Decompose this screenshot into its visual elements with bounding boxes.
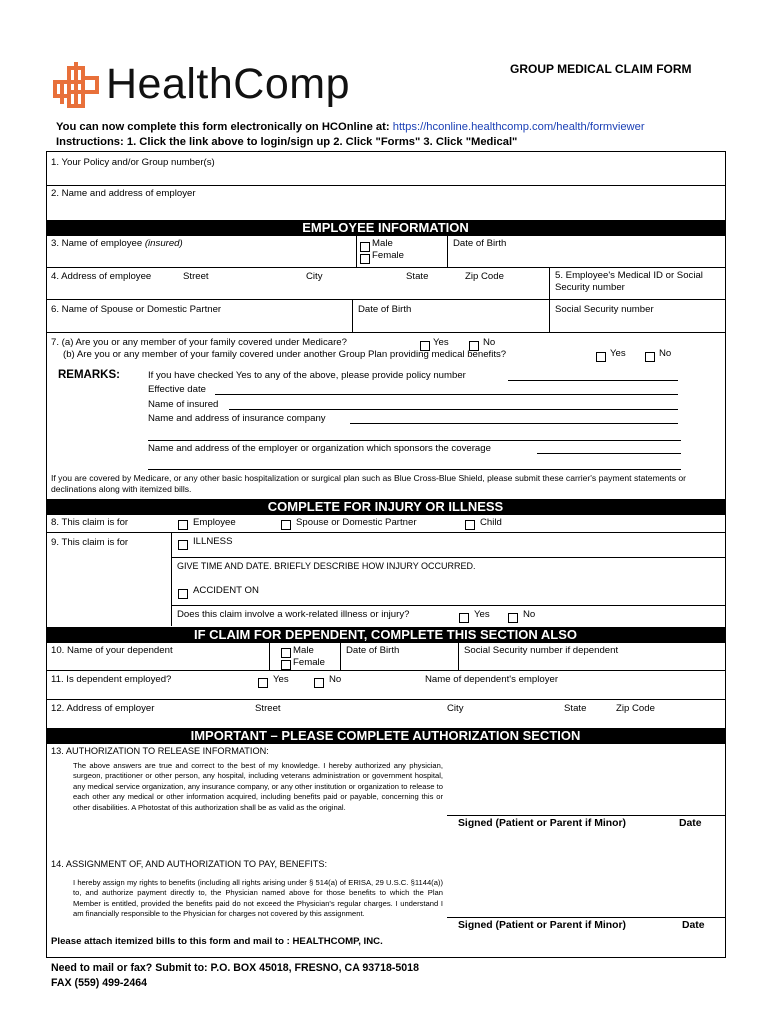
work-related-no-checkbox[interactable] xyxy=(508,613,518,623)
employer-city-label: City xyxy=(447,703,464,714)
divider xyxy=(269,643,270,670)
dependent-employed-yes-checkbox[interactable] xyxy=(258,678,268,688)
field-1-label: 1. Your Policy and/or Group number(s) xyxy=(51,157,215,168)
work-related-yes-label: Yes xyxy=(474,609,490,620)
field-14-label: 14. ASSIGNMENT OF, AND AUTHORIZATION TO PAY, BENEFITS: xyxy=(51,859,328,869)
authorization-paragraph: The above answers are true and correct to the best of my knowledge. I hereby authorized any physician, surgeon, practitioner or other person, any hospital, including veterans administration or government hospital, any medical service organization, any insurance company, or any other institution or organization to release to each other any medical or other information acquired, including benefits paid or payable, concerning this or other disabilities. A Photostat of this authorization shall be as valid as the original. xyxy=(73,761,443,812)
healthcomp-logo-icon xyxy=(52,60,100,108)
hconline-link[interactable]: https://hconline.healthcomp.com/health/formviewer xyxy=(392,121,645,133)
group-plan-no-checkbox[interactable] xyxy=(645,352,655,362)
remarks-company-label: Name and address of insurance company xyxy=(148,413,326,424)
insurance-company-line-2[interactable] xyxy=(148,440,681,441)
field-2-label: 2. Name and address of employer xyxy=(51,188,196,199)
claim-illness-label: ILLNESS xyxy=(193,536,233,547)
section-injury-header: COMPLETE FOR INJURY OR ILLNESS xyxy=(46,499,725,515)
claim-child-label: Child xyxy=(480,517,502,528)
coverage-note: If you are covered by Medicare, or any other basic hospitalization or surgical plan such as Blue Cross-Blue Shield, please submit these carrier's payment statements or declinations along with itemized bills. xyxy=(51,473,687,494)
employee-zip-label: Zip Code xyxy=(465,271,504,282)
divider xyxy=(46,185,726,186)
employer-street-label: Street xyxy=(255,703,281,714)
medicare-no-label: No xyxy=(483,337,496,348)
spouse-ssn-label: Social Security number xyxy=(555,304,654,315)
divider xyxy=(356,236,357,267)
field-4-label: 4. Address of employee xyxy=(51,271,152,282)
field-9-label: 9. This claim is for xyxy=(51,537,129,548)
divider xyxy=(352,299,353,332)
sponsor-line[interactable] xyxy=(537,453,681,454)
work-related-no-label: No xyxy=(523,609,536,620)
employee-state-label: State xyxy=(406,271,429,282)
injury-description-label: GIVE TIME AND DATE. BRIEFLY DESCRIBE HOW INJURY OCCURRED. xyxy=(177,561,476,571)
attach-instructions: Please attach itemized bills to this form and mail to : HEALTHCOMP, INC. xyxy=(51,936,383,947)
employee-male-label: Male xyxy=(372,238,393,249)
sponsor-line-2[interactable] xyxy=(148,469,681,470)
field-12-label: 12. Address of employer xyxy=(51,703,155,714)
claim-illness-checkbox[interactable] xyxy=(178,540,188,550)
claim-child-checkbox[interactable] xyxy=(465,520,475,530)
field-5-label: 5. Employee's Medical ID or Social Security number xyxy=(555,270,703,293)
remarks-label: REMARKS: xyxy=(58,369,120,381)
divider xyxy=(171,557,726,558)
dependent-male-label: Male xyxy=(293,645,314,656)
remarks-sponsor-label: Name and address of the employer or organization which sponsors the coverage xyxy=(148,443,491,454)
remarks-insured-label: Name of insured xyxy=(148,399,219,410)
intro-prefix: You can now complete this form electronically on HCOnline at: xyxy=(56,121,393,133)
healthcomp-logo xyxy=(52,60,402,110)
dependent-employed-no-label: No xyxy=(329,674,342,685)
claim-employee-label: Employee xyxy=(193,517,236,528)
group-plan-no-label: No xyxy=(659,348,672,359)
claim-accident-label: ACCIDENT ON xyxy=(193,585,259,596)
divider xyxy=(46,267,726,268)
employee-female-label: Female xyxy=(372,250,404,261)
field-6-label: 6. Name of Spouse or Domestic Partner xyxy=(51,304,222,315)
signature-line-14[interactable] xyxy=(447,917,726,918)
section-employee-header: EMPLOYEE INFORMATION xyxy=(46,220,725,236)
work-related-yes-checkbox[interactable] xyxy=(459,613,469,623)
employee-female-checkbox[interactable] xyxy=(360,254,370,264)
dependent-ssn-label: Social Security number if dependent xyxy=(464,645,619,656)
divider xyxy=(46,670,726,671)
employee-male-checkbox[interactable] xyxy=(360,242,370,252)
field-7a-label: 7. (a) Are you or any member of your family covered under Medicare? xyxy=(51,337,347,348)
date-label-13: Date xyxy=(679,818,702,829)
employee-street-label: Street xyxy=(183,271,209,282)
spouse-dob-label: Date of Birth xyxy=(358,304,412,315)
intro-line-2: Instructions: 1. Click the link above to login/sign up 2. Click "Forms" 3. Click "Medical" xyxy=(56,136,518,148)
divider xyxy=(340,643,341,670)
section-dependent-header: IF CLAIM FOR DEPENDENT, COMPLETE THIS SECTION ALSO xyxy=(46,627,725,643)
claim-employee-checkbox[interactable] xyxy=(178,520,188,530)
claim-spouse-checkbox[interactable] xyxy=(281,520,291,530)
dependent-dob-label: Date of Birth xyxy=(346,645,400,656)
date-label-14: Date xyxy=(682,920,705,931)
dependent-employed-yes-label: Yes xyxy=(273,674,289,685)
field-7b-label: (b) Are you or any member of your family covered under another Group Plan providing medical benefits? xyxy=(63,349,507,360)
field-13-label: 13. AUTHORIZATION TO RELEASE INFORMATION: xyxy=(51,746,269,756)
fax-number: FAX (559) 499-2464 xyxy=(51,977,147,989)
field-8-label: 8. This claim is for xyxy=(51,517,129,528)
field-11-label: 11. Is dependent employed? xyxy=(51,674,172,685)
divider xyxy=(458,643,459,670)
effective-date-line[interactable] xyxy=(215,394,678,395)
divider xyxy=(46,699,726,700)
dependent-female-label: Female xyxy=(293,657,325,668)
intro-line-1 xyxy=(56,121,645,134)
signature-line-13[interactable] xyxy=(447,815,726,816)
assignment-paragraph: I hereby assign my rights to benefits (including all rights arising under § 514(a) of ERISA, 29 U.S.C. §1144(a)) to, and authorize payment directly to, the Physician named above for those benefits to which the Plan Member is entitled, provided the benefits paid do not exceed the Physician's regular charges. I understand I am financially responsible to the Physician for charges not covered by this assignment. xyxy=(73,878,443,919)
dependent-male-checkbox[interactable] xyxy=(281,648,291,658)
group-plan-yes-checkbox[interactable] xyxy=(596,352,606,362)
signed-label-13: Signed (Patient or Parent if Minor) xyxy=(458,818,626,829)
divider xyxy=(447,236,448,267)
divider xyxy=(46,332,726,333)
divider xyxy=(171,605,726,606)
remarks-effective-label: Effective date xyxy=(148,384,206,395)
dependent-female-checkbox[interactable] xyxy=(281,660,291,670)
mail-instructions: Need to mail or fax? Submit to: P.O. BOX 45018, FRESNO, CA 93718-5018 xyxy=(51,962,419,974)
field-3-label: 3. Name of employee (insured) xyxy=(51,238,183,249)
signed-label-14: Signed (Patient or Parent if Minor) xyxy=(458,920,626,931)
employee-city-label: City xyxy=(306,271,323,282)
claim-accident-checkbox[interactable] xyxy=(178,589,188,599)
brand-name: HealthComp xyxy=(106,60,350,108)
employer-state-label: State xyxy=(564,703,587,714)
work-related-label: Does this claim involve a work-related illness or injury? xyxy=(177,609,410,620)
claim-spouse-label: Spouse or Domestic Partner xyxy=(296,517,417,528)
employee-dob-label: Date of Birth xyxy=(453,238,507,249)
remarks-policy-label: If you have checked Yes to any of the above, please provide policy number xyxy=(148,370,466,381)
divider xyxy=(46,532,726,533)
medicare-yes-label: Yes xyxy=(433,337,449,348)
dependent-employer-label: Name of dependent's employer xyxy=(425,674,559,685)
section-authorization-header: IMPORTANT – PLEASE COMPLETE AUTHORIZATION SECTION xyxy=(46,728,725,744)
dependent-employed-no-checkbox[interactable] xyxy=(314,678,324,688)
employer-zip-label: Zip Code xyxy=(616,703,655,714)
field-10-label: 10. Name of your dependent xyxy=(51,645,173,656)
policy-number-line[interactable] xyxy=(508,380,678,381)
group-plan-yes-label: Yes xyxy=(610,348,626,359)
insured-name-line[interactable] xyxy=(229,409,678,410)
divider xyxy=(171,532,172,626)
divider xyxy=(46,299,726,300)
form-title: GROUP MEDICAL CLAIM FORM xyxy=(510,62,692,76)
insurance-company-line[interactable] xyxy=(350,423,678,424)
